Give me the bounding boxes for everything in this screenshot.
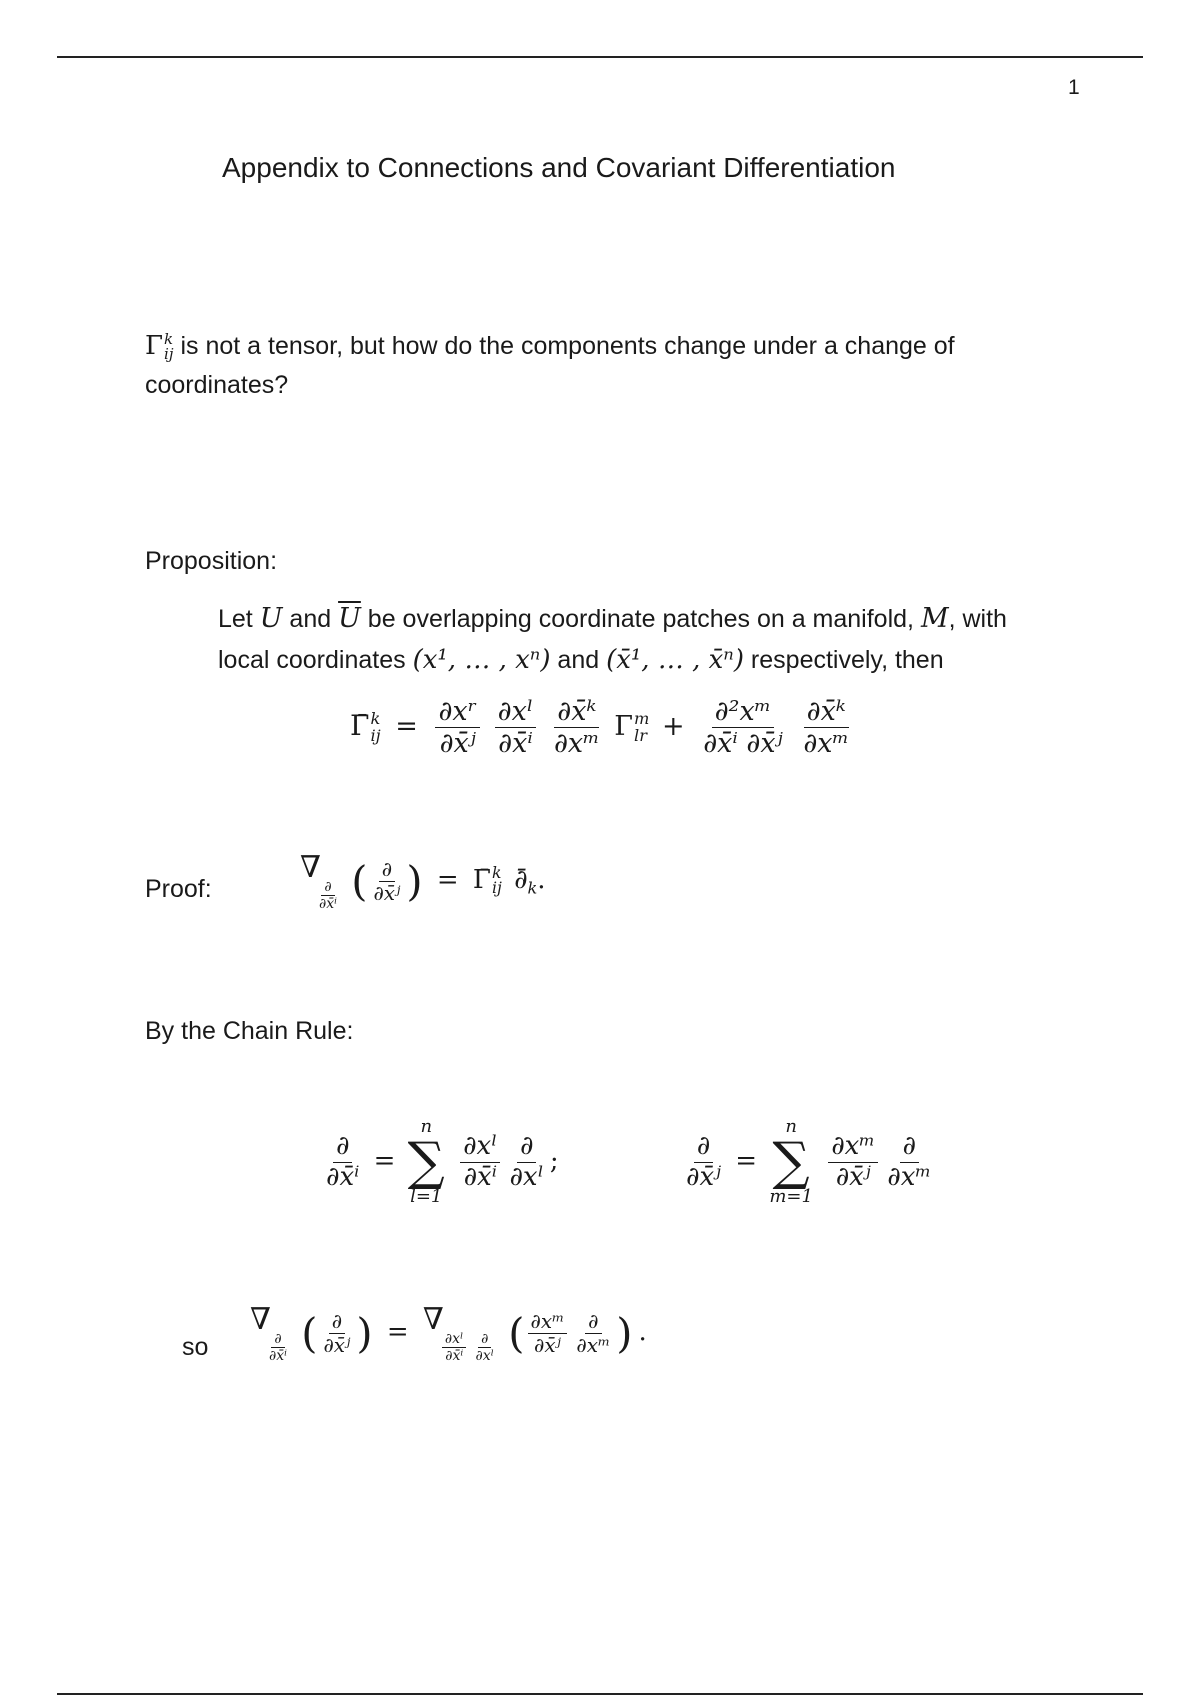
prop-local-coords: local coordinates: [218, 645, 413, 674]
period: .: [638, 1317, 647, 1348]
gamma-sup: m: [634, 709, 650, 729]
frac-num: ∂x̄ᵏ: [554, 696, 599, 728]
sum-lower: l=1: [410, 1186, 443, 1207]
frac-num: ∂: [333, 1132, 352, 1163]
gamma-bar-sub: ij: [370, 725, 381, 745]
partial-bar: ∂̄: [514, 865, 528, 896]
prop-let: Let: [218, 605, 260, 633]
frac-den: ∂x̄ʲ: [686, 1161, 721, 1192]
frac-den: ∂xᵐ: [887, 1161, 932, 1192]
nabla-symbol: ∇: [422, 1302, 444, 1337]
close-paren: ): [406, 856, 423, 906]
fraction-d-dxl: [506, 1132, 546, 1193]
prop-with: , with: [948, 605, 1007, 633]
frac-den: ∂x̄ʲ: [835, 1161, 871, 1192]
intro-line2: coordinates?: [145, 371, 289, 400]
frac-num: ∂x̄ᵏ: [804, 696, 849, 728]
frac-num: ∂: [517, 1132, 536, 1163]
equals-sign: =: [395, 711, 418, 743]
gamma-indices: [164, 332, 173, 362]
sum-upper: n: [420, 1116, 433, 1137]
prop-mid: be overlapping coordinate patches on a manifold,: [360, 605, 921, 633]
frac-den: ∂x̄ʲ: [439, 728, 476, 760]
prop-respectively: respectively, then: [743, 645, 944, 674]
semicolon: ;: [549, 1146, 559, 1176]
fraction-dxm-dxbarj: [528, 1310, 568, 1357]
fraction-dxr-dxbarj: [435, 696, 480, 759]
nabla-subscript-rhs: [439, 1331, 500, 1364]
gamma-bar-indices: [370, 711, 380, 743]
gamma-bar: Γ̄: [472, 865, 491, 896]
fraction-dxl-dxbari: [460, 1132, 500, 1193]
fraction-dxl-dxbari: [442, 1331, 467, 1364]
frac-den: ∂x̄ⁱ: [498, 728, 533, 760]
formula-chain-rule-2: [680, 1118, 937, 1206]
formula-transformation: [350, 696, 855, 759]
fraction-dxm-dxbarj: [828, 1132, 878, 1193]
sum-upper: n: [785, 1116, 797, 1137]
equals-sign: =: [436, 865, 459, 896]
close-paren: ): [356, 1308, 373, 1358]
intro-paragraph: [145, 326, 1105, 405]
equals-sign: =: [386, 1317, 409, 1348]
frac-num: ∂: [271, 1331, 284, 1348]
frac-num: ∂xˡ: [495, 696, 537, 728]
plus-sign: +: [661, 711, 685, 743]
symbol-M: M: [920, 603, 949, 634]
frac-num: ∂xᵐ: [828, 1132, 878, 1163]
coords-x: (x¹, … , xⁿ): [412, 644, 551, 675]
frac-den: ∂x̄ⁱ: [445, 1348, 464, 1365]
frac-num: ∂xʳ: [435, 696, 480, 728]
fraction-d-dxm: [884, 1132, 934, 1193]
sigma-symbol: ∑: [407, 1132, 445, 1192]
frac-den: ∂x̄ⁱ: [319, 896, 337, 913]
frac-den: ∂x̄ⁱ ∂x̄ʲ: [703, 728, 783, 760]
frac-den: ∂xˡ: [509, 1161, 544, 1192]
frac-num: ∂: [694, 1132, 713, 1163]
frac-num: ∂: [321, 879, 334, 896]
chain-rule-heading: By the Chain Rule:: [145, 1017, 354, 1045]
fraction-second-derivative: [700, 696, 786, 759]
proof-label: Proof:: [145, 875, 212, 903]
frac-den: ∂x̄ⁱ: [326, 1161, 360, 1192]
open-paren: (: [508, 1308, 525, 1358]
open-paren: (: [301, 1308, 318, 1358]
summation-l: [408, 1118, 445, 1206]
fraction-dxbark-dxm: [551, 696, 603, 759]
sum-lower: m=1: [769, 1186, 813, 1207]
frac-num: ∂xˡ: [460, 1132, 500, 1163]
frac-num: ∂: [478, 1331, 491, 1348]
nabla-symbol: ∇: [250, 1302, 271, 1337]
intro-line1: is not a tensor, but how do the components change under a change of: [173, 332, 955, 360]
fraction-dxbark-dxm-2: [800, 696, 852, 759]
prop-and: and: [282, 605, 339, 633]
gamma-bar-sup: k: [370, 709, 381, 729]
summation-m: [769, 1118, 813, 1206]
proposition-statement: [218, 598, 1158, 680]
frac-den: ∂xᵐ: [576, 1332, 611, 1357]
footer-rule: [57, 1693, 1143, 1695]
gamma-bar: Γ̄: [350, 709, 370, 743]
frac-den: ∂x̄ʲ: [534, 1332, 561, 1357]
gamma-bar-indices: [491, 863, 502, 898]
frac-den: ∂xˡ: [475, 1348, 495, 1365]
gamma-sub: lr: [634, 725, 647, 745]
coords-xbar: (x̄¹, … , x̄ⁿ): [606, 644, 744, 675]
partial-bar-sub: k: [527, 878, 538, 898]
gamma-sub: ij: [164, 345, 174, 364]
frac-num: ∂xˡ: [442, 1331, 467, 1348]
sigma-symbol: ∑: [772, 1132, 810, 1192]
gamma-indices: [634, 711, 649, 743]
frac-num: ∂: [379, 858, 395, 882]
gamma-sup: k: [164, 330, 174, 349]
gamma-bar-sub: ij: [491, 879, 502, 898]
fraction-d-dxbarj: [683, 1132, 724, 1193]
symbol-U: U: [259, 603, 283, 634]
frac-num: ∂: [329, 1310, 345, 1334]
fraction-dxl-dxbari: [495, 696, 537, 759]
frac-num: ∂xᵐ: [528, 1310, 568, 1334]
nabla-operator: [250, 1302, 293, 1364]
frac-den: ∂x̄ⁱ: [269, 1348, 287, 1365]
equals-sign: =: [373, 1146, 396, 1176]
frac-den: ∂xᵐ: [553, 728, 600, 760]
fraction-d-dxbarj: [370, 858, 403, 905]
open-paren: (: [351, 856, 368, 906]
nabla-subscript: [316, 879, 340, 912]
page-title: Appendix to Connections and Covariant Differentiation: [222, 152, 896, 183]
nabla-operator: [300, 850, 343, 912]
gamma-bar-sup: k: [491, 863, 502, 882]
period: .: [537, 865, 546, 896]
nabla-operator-rhs: [423, 1302, 500, 1364]
formula-so: [250, 1302, 647, 1364]
page-number: 1: [1068, 76, 1080, 99]
fraction-d-dxm: [573, 1310, 613, 1357]
frac-num: ∂: [585, 1310, 601, 1334]
fraction-d-dxl: [472, 1331, 497, 1364]
frac-den: ∂x̄ʲ: [323, 1332, 351, 1357]
frac-den: ∂x̄ⁱ: [463, 1161, 497, 1192]
frac-den: ∂x̄ʲ: [373, 880, 401, 905]
fraction-d-dxbari: [323, 1132, 362, 1193]
frac-num: ∂: [900, 1132, 919, 1163]
fraction-d-dxbarj: [320, 1310, 353, 1357]
symbol-U-bar: $\overline{U}$: [338, 603, 361, 634]
prop-and2: and: [550, 645, 607, 674]
nabla-symbol: ∇: [300, 850, 321, 885]
frac-num: ∂²xᵐ: [712, 696, 775, 728]
proposition-heading: Proposition:: [145, 547, 278, 575]
equals-sign: =: [735, 1146, 758, 1176]
close-paren: ): [616, 1308, 633, 1358]
gamma-symbol: Γ: [145, 331, 164, 361]
frac-den: ∂xᵐ: [803, 728, 850, 760]
so-label: so: [182, 1333, 209, 1361]
gamma-symbol: Γ: [614, 711, 634, 743]
nabla-subscript: [266, 1331, 290, 1364]
formula-chain-rule-1: [320, 1118, 559, 1206]
formula-proof: [300, 850, 546, 912]
header-rule: [57, 56, 1143, 58]
